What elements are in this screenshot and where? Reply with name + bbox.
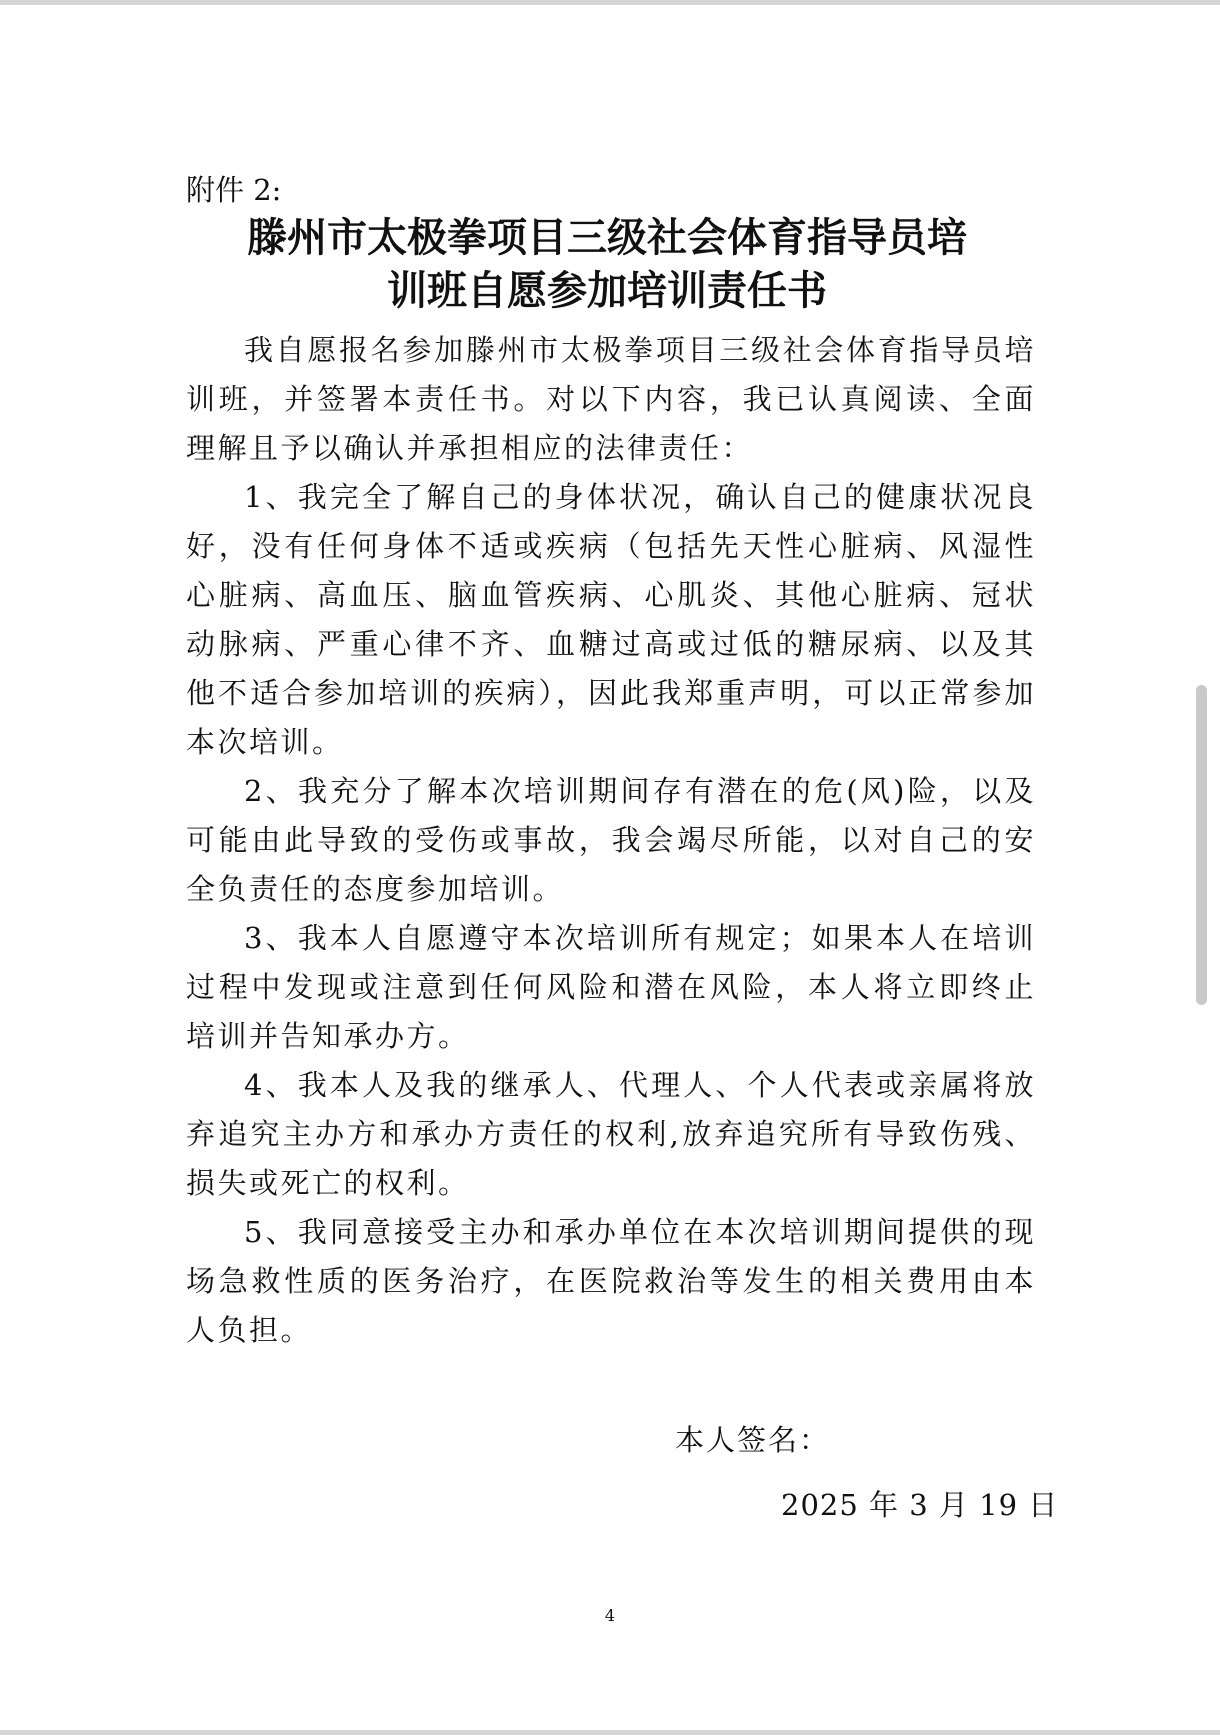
clause-2: 2、我充分了解本次培训期间存有潜在的危(风)险，以及可能由此导致的受伤或事故，我会竭尽所能，以对自己的安全负责任的态度参加培训。	[186, 774, 1036, 906]
title-line-1: 滕州市太极拳项目三级社会体育指导员培	[247, 215, 967, 261]
bottom-edge	[0, 1730, 1220, 1735]
top-edge	[0, 0, 1220, 5]
attachment-label: 附件 2:	[186, 173, 282, 207]
clause-4: 4、我本人及我的继承人、代理人、个人代表或亲属将放弃追究主办方和承办方责任的权利,放弃追究所有导致伤残、损失或死亡的权利。	[186, 1068, 1036, 1200]
signature-label: 本人签名：	[675, 1423, 831, 1457]
title-line-2: 训班自愿参加培训责任书	[387, 268, 827, 314]
page-number: 4	[604, 1606, 616, 1625]
clause-5: 5、我同意接受主办和承办单位在本次培训期间提供的现场急救性质的医务治疗，在医院救治等发生的相关费用由本人负担。	[186, 1215, 1036, 1347]
intro-paragraph: 我自愿报名参加滕州市太极拳项目三级社会体育指导员培训班，并签署本责任书。对以下内容，我已认真阅读、全面理解且予以确认并承担相应的法律责任：	[186, 333, 1036, 465]
clause-1: 1、我完全了解自己的身体状况，确认自己的健康状况良好，没有任何身体不适或疾病（包括先天性心脏病、风湿性心脏病、高血压、脑血管疾病、心肌炎、其他心脏病、冠状动脉病、严重心律不齐、血糖过高或过低的糖尿病、以及其他不适合参加培训的疾病），因此我郑重声明，可以正常参加本次培训。	[186, 480, 1036, 759]
document-page	[186, 170, 1036, 1355]
scrollbar-thumb[interactable]	[1196, 685, 1207, 1005]
document-title	[182, 212, 1032, 318]
document-date: 2025 年 3 月 19 日	[781, 1488, 1059, 1522]
document-body	[186, 326, 1036, 1355]
clause-3: 3、我本人自愿遵守本次培训所有规定；如果本人在培训过程中发现或注意到任何风险和潜在风险，本人将立即终止培训并告知承办方。	[186, 921, 1036, 1053]
